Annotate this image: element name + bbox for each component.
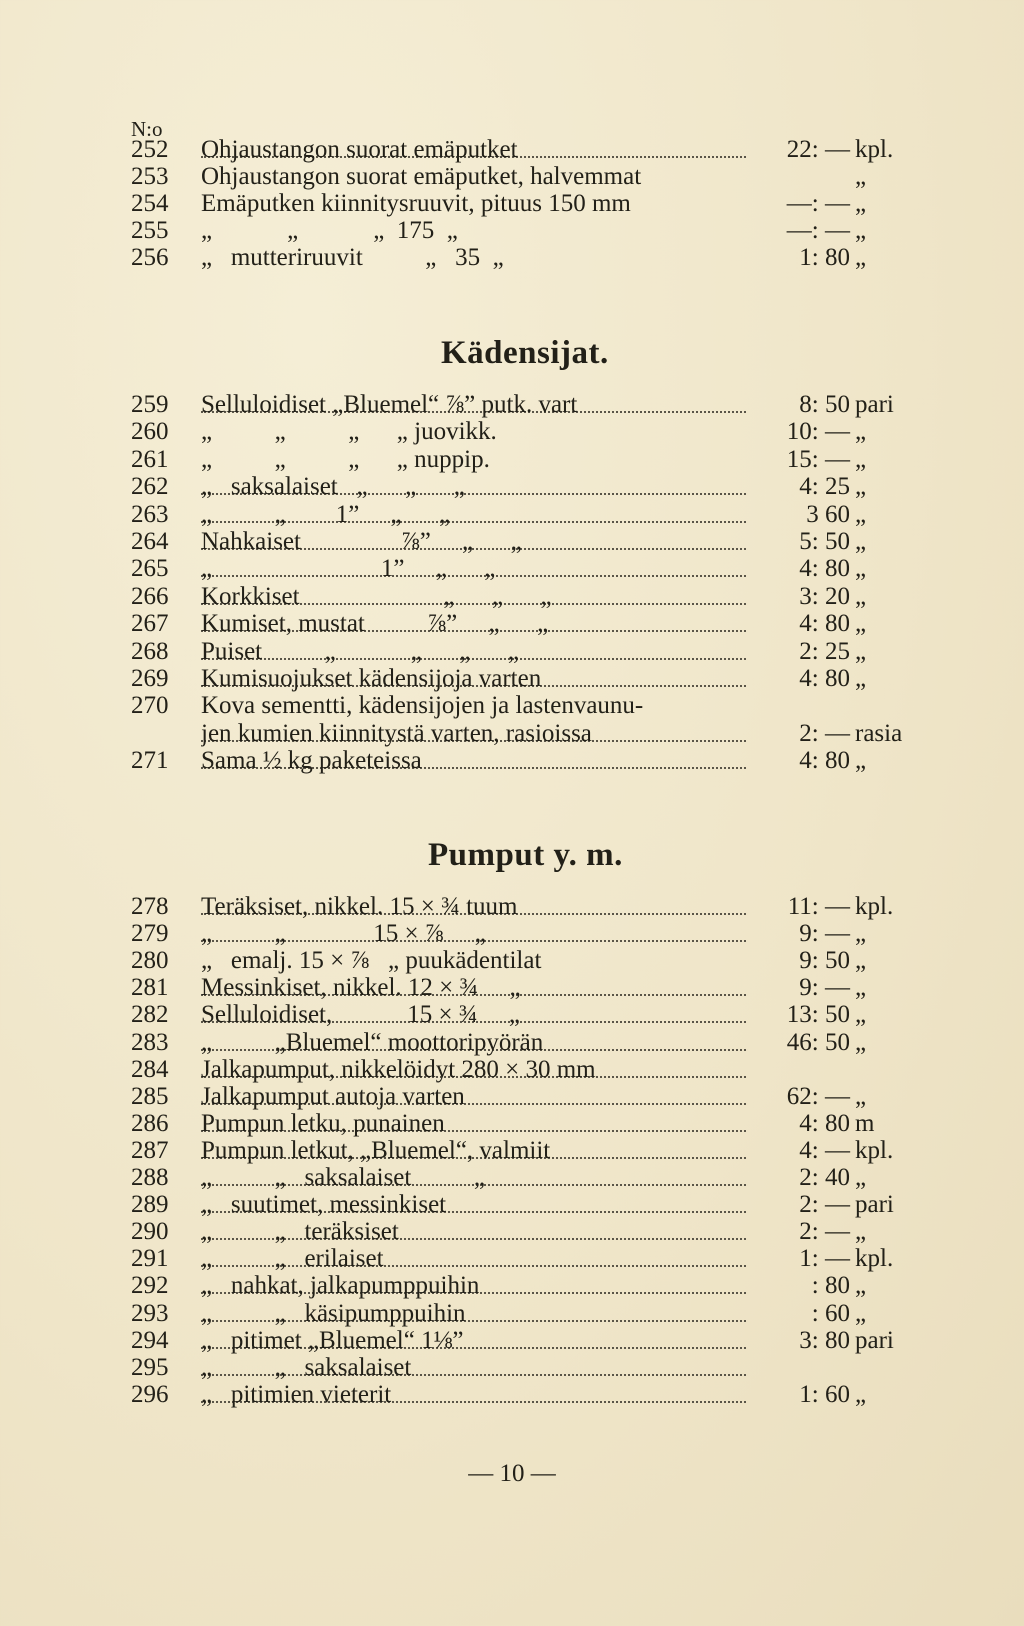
item-number: 253 [131, 163, 169, 190]
item-unit: „ [855, 1218, 867, 1246]
item-unit: „ [855, 418, 867, 446]
catalog-row [0, 417, 1024, 447]
item-description-text: „ mutteriruuvit „ 35 „ [201, 244, 504, 271]
item-description [201, 892, 746, 922]
item-number: 288 [131, 1164, 169, 1191]
item-unit: „ [855, 1028, 867, 1056]
item-price: 5: 50 [799, 528, 850, 555]
item-unit: „ [855, 445, 867, 473]
item-unit: „ [855, 974, 867, 1002]
item-description [201, 1380, 746, 1410]
item-number: 256 [131, 244, 169, 271]
item-description-text: „ pitimet „Bluemel“ 1⅛” [201, 1326, 464, 1354]
item-description [201, 527, 746, 557]
item-number: 254 [131, 190, 169, 217]
item-unit: „ [855, 500, 867, 528]
item-description [201, 746, 746, 776]
item-description-text: Jalkapumput, nikkelöidyt 280 × 30 mm [201, 1055, 596, 1083]
item-number: 278 [131, 893, 169, 920]
item-description [201, 973, 746, 1003]
catalog-row [0, 554, 1024, 584]
item-description-text: Selluloidiset, 15 × ¾ „ [201, 1001, 520, 1029]
item-description-text: „ saksalaiset „ „ „ [201, 473, 465, 501]
item-number: 290 [131, 1218, 169, 1246]
item-price: 46: 50 [786, 1028, 850, 1056]
item-unit: kpl. [855, 893, 894, 920]
item-price: 2: — [799, 719, 850, 747]
item-description-text: „ „ teräksiset [201, 1218, 399, 1246]
item-description [201, 189, 746, 219]
catalog-row [0, 582, 1024, 612]
item-description [201, 1028, 746, 1058]
item-description [201, 1055, 746, 1085]
item-description-text: „ „ saksalaiset [201, 1353, 412, 1381]
item-description-text: Puiset „ „ „ „ [201, 637, 520, 665]
item-number: 292 [131, 1272, 169, 1300]
item-description [201, 946, 746, 976]
item-description [201, 664, 746, 694]
item-description-text: „ „ „ „ juovikk. [201, 418, 497, 446]
catalog-row [0, 892, 1024, 922]
item-description [201, 243, 746, 273]
catalog-row [0, 1000, 1024, 1030]
catalog-row [0, 637, 1024, 667]
catalog-row [0, 1028, 1024, 1058]
item-number: 260 [131, 418, 169, 446]
item-description-text: Nahkaiset ⅞” „ „ [201, 528, 522, 555]
item-description [201, 554, 746, 584]
item-unit: kpl. [855, 1245, 894, 1273]
item-description [201, 1000, 746, 1030]
item-number: 279 [131, 920, 169, 948]
catalog-row [0, 390, 1024, 420]
item-description [201, 1109, 746, 1139]
item-unit: „ [855, 1082, 867, 1110]
item-number: 289 [131, 1191, 169, 1219]
item-price: 13: 50 [786, 1001, 850, 1029]
item-price: 1: 80 [799, 244, 850, 271]
item-number: 264 [131, 528, 169, 555]
item-description-text: Emäputken kiinnitysruuvit, pituus 150 mm [201, 190, 631, 217]
item-unit: „ [855, 163, 867, 190]
item-description [201, 609, 746, 639]
item-description [201, 691, 746, 721]
item-unit: „ [855, 528, 867, 555]
item-unit: rasia [855, 719, 903, 747]
item-price: 4: 25 [799, 473, 850, 501]
item-unit: „ [855, 610, 867, 638]
section-title-kadensijat: Kädensijat. [441, 335, 609, 371]
item-description-text: Kumisuojukset kädensijoja varten [201, 665, 542, 692]
item-description [201, 582, 746, 612]
item-unit: „ [855, 1001, 867, 1029]
item-description [201, 1217, 746, 1247]
item-number: 284 [131, 1055, 169, 1083]
catalog-row [0, 1326, 1024, 1356]
item-price: 8: 50 [799, 391, 850, 418]
item-price: 62: — [786, 1082, 850, 1110]
item-description-text: „ 1” „ „ [201, 555, 496, 583]
item-description [201, 472, 746, 502]
catalog-row [0, 691, 1024, 721]
item-unit: „ [855, 1164, 867, 1191]
item-unit: pari [855, 1326, 894, 1354]
item-description-text: „ suutimet, messinkiset [201, 1191, 447, 1219]
item-price: 9: — [799, 974, 850, 1002]
item-description [201, 500, 746, 530]
item-unit: „ [855, 1380, 867, 1408]
item-number: 280 [131, 947, 169, 975]
item-description-text: „ „ käsipumppuihin [201, 1299, 466, 1327]
item-description-text: „ pitimien vieterit [201, 1380, 392, 1408]
item-unit: pari [855, 1191, 894, 1219]
item-description [201, 1163, 746, 1193]
item-description-text: Teräksiset, nikkel. 15 × ¾ tuum [201, 893, 518, 920]
item-description [201, 1082, 746, 1112]
item-number: 296 [131, 1380, 169, 1408]
item-price: : 60 [811, 1299, 850, 1327]
item-unit: pari [855, 391, 894, 418]
item-number: 255 [131, 217, 169, 244]
item-unit: „ [855, 747, 867, 775]
item-description [201, 1271, 746, 1301]
catalog-row [0, 445, 1024, 475]
catalog-row [0, 243, 1024, 273]
item-description-text: Selluloidiset „Bluemel“ ⅞” putk. vart [201, 391, 578, 418]
item-number: 281 [131, 974, 169, 1002]
item-number: 262 [131, 473, 169, 501]
item-description-text: Ohjaustangon suorat emäputket, halvemmat [201, 163, 642, 190]
catalog-row [0, 527, 1024, 557]
item-description [201, 216, 746, 246]
item-price: 2: — [799, 1218, 850, 1246]
item-price: 4: — [799, 1136, 850, 1164]
item-description [201, 1244, 746, 1274]
item-price: 1: — [799, 1245, 850, 1273]
catalog-row [0, 1299, 1024, 1329]
item-unit: „ [855, 217, 867, 244]
item-price: 9: 50 [799, 947, 850, 975]
item-price: —: — [786, 217, 850, 244]
section-title-pumput: Pumput y. m. [428, 837, 623, 873]
item-unit: „ [855, 1272, 867, 1300]
item-number: 295 [131, 1353, 169, 1381]
item-number: 294 [131, 1326, 169, 1354]
item-unit: „ [855, 665, 867, 692]
item-price: 9: — [799, 920, 850, 948]
catalog-row [0, 500, 1024, 530]
item-number: 266 [131, 582, 169, 610]
item-unit: „ [855, 920, 867, 948]
item-unit: kpl. [855, 1136, 894, 1164]
catalog-row [0, 135, 1024, 165]
catalog-row [0, 609, 1024, 639]
item-description-text: „ nahkat, jalkapumppuihin [201, 1272, 480, 1300]
item-description-text: „ „ „ „ nuppip. [201, 445, 490, 473]
item-description-text: „ „ saksalaiset „ [201, 1164, 485, 1191]
item-number: 287 [131, 1136, 169, 1164]
item-number: 282 [131, 1001, 169, 1029]
item-price: 1: 60 [799, 1380, 850, 1408]
catalog-row [0, 1244, 1024, 1274]
item-description-text: jen kumien kiinnitystä varten, rasioissa [201, 719, 592, 747]
item-description [201, 1299, 746, 1329]
item-number: 283 [131, 1028, 169, 1056]
item-number: 259 [131, 391, 169, 418]
item-description-text: Korkkiset „ „ „ [201, 582, 552, 610]
item-description-text: Kumiset, mustat ⅞” „ „ [201, 610, 549, 638]
item-unit: „ [855, 473, 867, 501]
item-price: 22: — [786, 136, 850, 163]
catalog-row [0, 946, 1024, 976]
catalog-row [0, 1136, 1024, 1166]
item-description [201, 1326, 746, 1356]
catalog-row [0, 973, 1024, 1003]
item-price: 3: 20 [799, 582, 850, 610]
item-price: 10: — [786, 418, 850, 446]
item-description-text: „ „Bluemel“ moottoripyörän [201, 1028, 544, 1056]
catalog-row [0, 664, 1024, 694]
item-description [201, 135, 746, 165]
item-unit: „ [855, 244, 867, 271]
item-price: 2: — [799, 1191, 850, 1219]
item-number: 263 [131, 500, 169, 528]
item-description-text: „ „ 1” „ „ [201, 500, 451, 528]
item-number: 285 [131, 1082, 169, 1110]
catalog-row [0, 1217, 1024, 1247]
item-description-text: „ „ erilaiset [201, 1245, 384, 1273]
item-number: 252 [131, 136, 169, 163]
item-unit: „ [855, 582, 867, 610]
catalog-row [0, 216, 1024, 246]
item-description-text: Pumpun letkut, „Bluemel“, valmiit [201, 1136, 551, 1164]
item-description [201, 162, 746, 192]
item-price: 4: 80 [799, 555, 850, 583]
catalog-row [0, 162, 1024, 192]
item-description [201, 919, 746, 949]
item-price: —: — [786, 190, 850, 217]
item-description-text: Sama ½ kg paketeissa [201, 747, 422, 775]
item-number: 268 [131, 637, 169, 665]
item-description [201, 390, 746, 420]
catalog-row [0, 472, 1024, 502]
item-description-text: Pumpun letku, punainen [201, 1109, 445, 1137]
catalog-row [0, 1109, 1024, 1139]
catalog-row [0, 1190, 1024, 1220]
item-price: 3: 80 [799, 1326, 850, 1354]
item-description [201, 1353, 746, 1383]
item-description-text: Messinkiset, nikkel. 12 × ¾ „ [201, 974, 521, 1002]
item-price: 4: 80 [799, 665, 850, 692]
catalog-row [0, 1353, 1024, 1383]
item-unit: „ [855, 1299, 867, 1327]
item-price: 11: — [787, 893, 850, 920]
item-unit: kpl. [855, 136, 894, 163]
item-unit: „ [855, 190, 867, 217]
catalog-row [0, 919, 1024, 949]
item-description [201, 417, 746, 447]
item-number: 265 [131, 555, 169, 583]
item-price: 4: 80 [799, 1109, 850, 1137]
item-number: 271 [131, 747, 169, 775]
item-description-text: „ emalj. 15 × ⅞ „ puukädentilat [201, 947, 542, 975]
item-number: 291 [131, 1245, 169, 1273]
item-number: 267 [131, 610, 169, 638]
catalog-row [0, 1082, 1024, 1112]
catalog-row [0, 1163, 1024, 1193]
item-number: 269 [131, 665, 169, 692]
catalog-row [0, 746, 1024, 776]
item-number: 270 [131, 692, 169, 720]
item-unit: „ [855, 947, 867, 975]
item-price: : 80 [811, 1272, 850, 1300]
item-description-text: „ „ „ 175 „ [201, 217, 458, 244]
page-number: — 10 — [468, 1460, 556, 1487]
item-unit: „ [855, 555, 867, 583]
item-price: 4: 80 [799, 610, 850, 638]
item-unit: „ [855, 637, 867, 665]
item-price: 2: 40 [799, 1164, 850, 1191]
catalog-row [0, 1271, 1024, 1301]
catalog-row [0, 1055, 1024, 1085]
catalog-row [0, 1380, 1024, 1410]
item-description [201, 1190, 746, 1220]
item-description-text: Ohjaustangon suorat emäputket [201, 136, 518, 163]
item-price: 15: — [786, 445, 850, 473]
item-price: 4: 80 [799, 747, 850, 775]
number-column-header: N:o [131, 117, 163, 141]
item-description [201, 445, 746, 475]
item-description [201, 719, 746, 749]
item-description [201, 1136, 746, 1166]
catalog-row [0, 719, 1024, 749]
item-description [201, 637, 746, 667]
item-description-text: „ „ 15 × ⅞ „ [201, 920, 486, 948]
item-number: 261 [131, 445, 169, 473]
item-number: 293 [131, 1299, 169, 1327]
item-description-text: Kova sementti, kädensijojen ja lastenvaunu- [201, 692, 644, 720]
catalog-row [0, 189, 1024, 219]
item-price: 3 60 [806, 500, 850, 528]
item-price: 2: 25 [799, 637, 850, 665]
item-number: 286 [131, 1109, 169, 1137]
item-description-text: Jalkapumput autoja varten [201, 1082, 465, 1110]
item-unit: m [855, 1109, 875, 1137]
